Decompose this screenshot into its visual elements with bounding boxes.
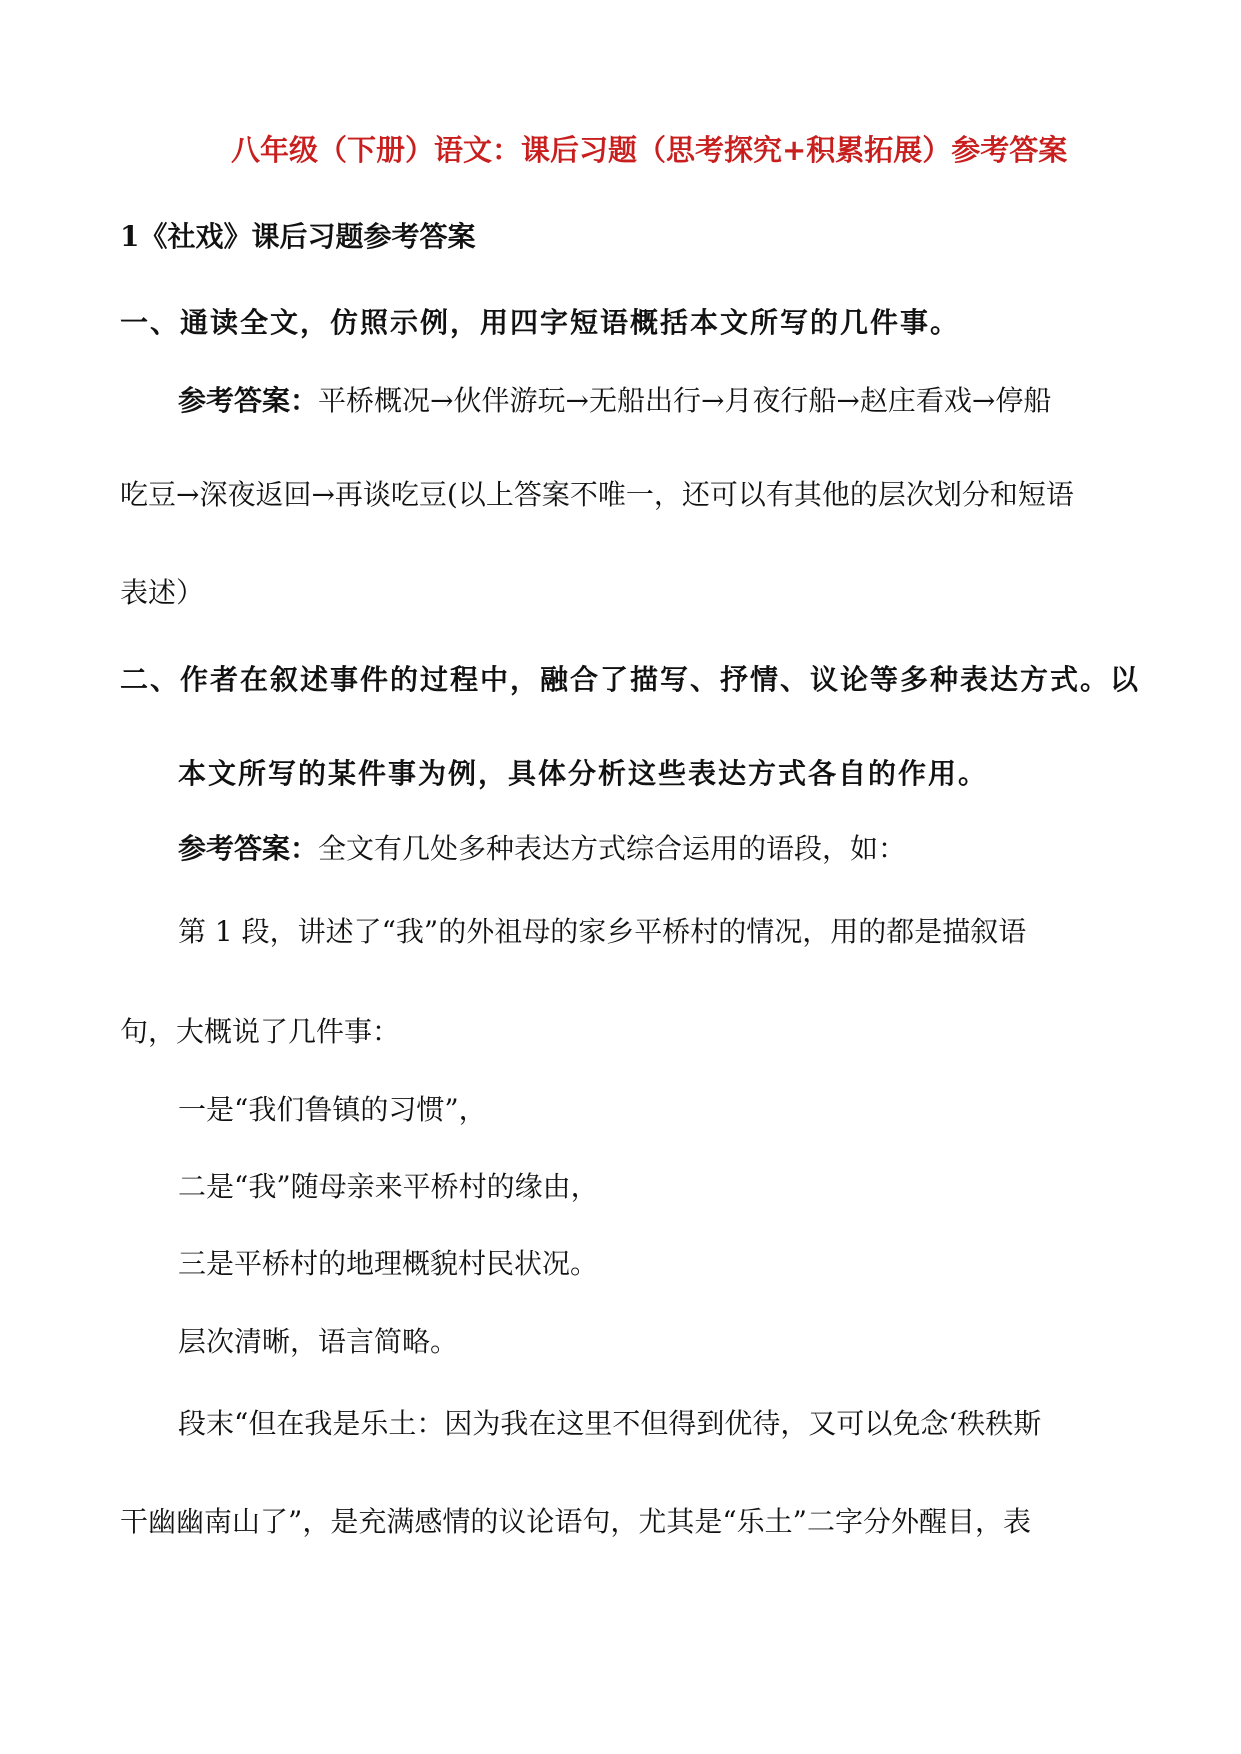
q2-paragraph-2-line-2: 干幽幽南山了”，是充满感情的议论语句，尤其是“乐土”二字分外醒目，表 [120,1505,1031,1538]
q2-item-2: 二是“我”随母亲来平桥村的缘由， [178,1170,599,1203]
document-title: 八年级（下册）语文：课后习题（思考探究+积累拓展）参考答案 [231,133,1068,167]
q2-answer-label: 参考答案： [178,832,319,865]
section-heading: 1《社戏》课后习题参考答案 [120,220,476,253]
q2-answer-intro-text: 全文有几处多种表达方式综合运用的语段，如： [318,832,907,865]
q2-paragraph-1-line-1: 第 1 段，讲述了“我”的外祖母的家乡平桥村的情况，用的都是描叙语 [178,915,1027,948]
question-2-line-2: 本文所写的某件事为例，具体分析这些表达方式各自的作用。 [178,757,989,790]
q2-item-1: 一是“我们鲁镇的习惯”， [178,1093,487,1126]
question-1: 一、通读全文，仿照示例，用四字短语概括本文所写的几件事。 [120,306,961,339]
q2-item-3: 三是平桥村的地理概貌村民状况。 [178,1247,599,1280]
q1-answer-label: 参考答案： [178,384,319,417]
q1-answer-line-2: 吃豆→深夜返回→再谈吃豆(以上答案不唯一，还可以有其他的层次划分和短语 [120,478,1074,511]
q2-paragraph-1-line-2: 句，大概说了几件事： [120,1015,401,1048]
q2-answer-intro [178,829,906,869]
question-2-line-1: 二、作者在叙述事件的过程中，融合了描写、抒情、议论等多种表达方式。以 [120,663,1141,696]
q2-paragraph-2-line-1: 段末“但在我是乐土：因为我在这里不但得到优待，又可以免念‘秩秩斯 [178,1407,1042,1440]
q1-answer-text-1: 平桥概况→伙伴游玩→无船出行→月夜行船→赵庄看戏→停船 [318,384,1052,417]
q1-answer-line-1 [178,381,1051,421]
q1-answer-line-3: 表述） [120,576,205,609]
q2-summary: 层次清晰，语言简略。 [178,1325,459,1358]
